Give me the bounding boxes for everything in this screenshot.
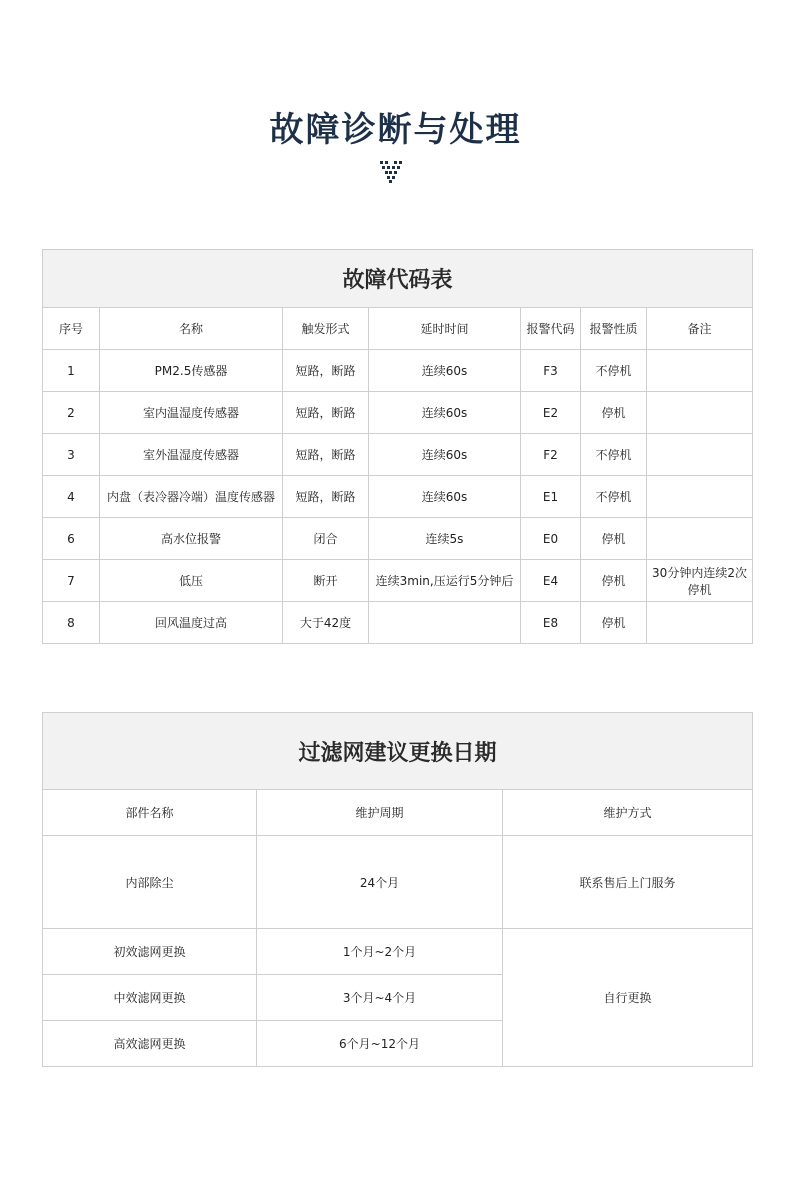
table-cell: 回风温度过高 [100,602,283,644]
table-cell: 连续60s [369,476,521,518]
page-title: 故障诊断与处理 [269,110,522,150]
table-cell: 连续5s [369,518,521,560]
table-cell [647,518,753,560]
fault-table-caption: 故障代码表 [43,250,753,308]
table-row [43,929,753,975]
fault-code-table [42,249,753,644]
table-row [43,434,753,476]
table-cell: 不停机 [581,434,647,476]
table-cell: 低压 [100,560,283,602]
column-header: 维护周期 [257,790,503,836]
table-cell: 不停机 [581,350,647,392]
table-cell: 停机 [581,518,647,560]
column-header: 报警代码 [521,308,581,350]
table-cell: E8 [521,602,581,644]
table-cell: 高效滤网更换 [43,1021,257,1067]
table-cell: 3 [43,434,100,476]
table-cell: 24个月 [257,836,503,929]
table-row [43,836,753,929]
table-cell: E4 [521,560,581,602]
table-cell: 短路，断路 [283,392,369,434]
column-header: 延时时间 [369,308,521,350]
table-cell: 不停机 [581,476,647,518]
table-cell: 短路，断路 [283,476,369,518]
table-row [43,350,753,392]
table-cell: 中效滤网更换 [43,975,257,1021]
table-cell: 6 [43,518,100,560]
table-cell: 停机 [581,392,647,434]
table-cell [647,350,753,392]
table-cell: 连续60s [369,350,521,392]
table-cell: 自行更换 [503,929,753,1067]
table-cell: 8 [43,602,100,644]
table-cell: 停机 [581,560,647,602]
table-cell: 室外温湿度传感器 [100,434,283,476]
table-cell: E1 [521,476,581,518]
table-cell [647,476,753,518]
column-header: 报警性质 [581,308,647,350]
table-cell: 1 [43,350,100,392]
table-cell [369,602,521,644]
table-cell: 7 [43,560,100,602]
table-cell [647,392,753,434]
table-cell [647,434,753,476]
table-cell: E2 [521,392,581,434]
table-cell: 闭合 [283,518,369,560]
column-header: 备注 [647,308,753,350]
column-header: 序号 [43,308,100,350]
table-cell: 30分钟内连续2次停机 [647,560,753,602]
table-cell: 内部除尘 [43,836,257,929]
column-header: 维护方式 [503,790,753,836]
table-cell: 3个月~4个月 [257,975,503,1021]
column-header: 名称 [100,308,283,350]
column-header: 触发形式 [283,308,369,350]
table-cell: 6个月~12个月 [257,1021,503,1067]
table-cell: 内盘（表冷器冷端）温度传感器 [100,476,283,518]
table-cell: 断开 [283,560,369,602]
table-cell: 2 [43,392,100,434]
table-cell: 初效滤网更换 [43,929,257,975]
table-cell: 连续60s [369,392,521,434]
table-cell: 连续60s [369,434,521,476]
table-row [43,602,753,644]
filter-replacement-table [42,712,753,1067]
table-row [43,518,753,560]
table-cell: 室内温湿度传感器 [100,392,283,434]
chevron-ornament-icon [380,161,402,183]
table-cell: 停机 [581,602,647,644]
table-cell: 1个月~2个月 [257,929,503,975]
table-row [43,560,753,602]
table-cell: F2 [521,434,581,476]
table-cell [647,602,753,644]
table-cell: 短路，断路 [283,434,369,476]
table-row [43,392,753,434]
table-cell: F3 [521,350,581,392]
column-header: 部件名称 [43,790,257,836]
filter-table-caption: 过滤网建议更换日期 [43,713,753,790]
table-cell: 短路，断路 [283,350,369,392]
table-cell: 大于42度 [283,602,369,644]
table-cell: 4 [43,476,100,518]
table-row [43,476,753,518]
table-cell: 联系售后上门服务 [503,836,753,929]
table-cell: 高水位报警 [100,518,283,560]
table-cell: PM2.5传感器 [100,350,283,392]
table-cell: E0 [521,518,581,560]
table-cell: 连续3min,压运行5分钟后 [369,560,521,602]
